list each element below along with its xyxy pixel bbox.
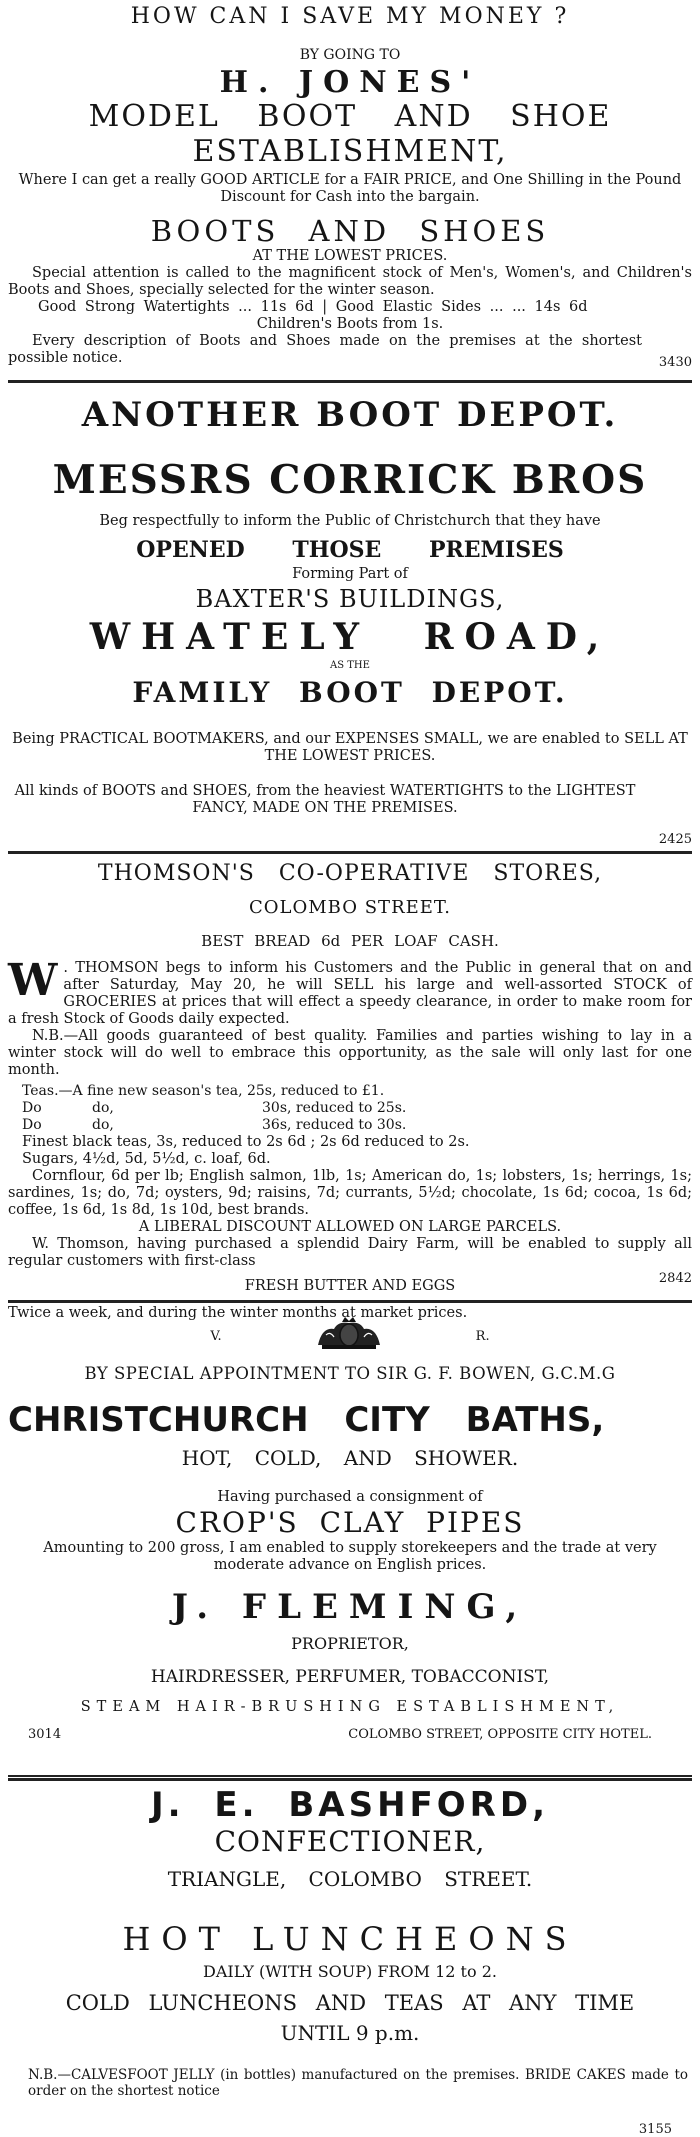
rule — [8, 1775, 692, 1777]
jones-by-going: BY GOING TO — [299, 47, 401, 63]
corrick-opened: OPENED THOSE PREMISES — [136, 537, 564, 563]
tea-row — [22, 1083, 692, 1100]
fleming-bottom-row — [8, 1724, 692, 1746]
fleming-steam: STEAM HAIR-BRUSHING ESTABLISHMENT, — [80, 1699, 620, 1715]
fleming-address: COLOMBO STREET, OPPOSITE CITY HOTEL. — [348, 1727, 652, 1742]
rule — [8, 1300, 692, 1303]
jones-children: Children's Boots from 1s. — [256, 316, 444, 332]
corrick-beg: Beg respectfully to inform the Public of Christchurch that they have — [99, 513, 601, 529]
tea-row-col-a: Do — [22, 1117, 42, 1133]
fleming-having: Having purchased a consignment of — [217, 1489, 483, 1505]
jones-name: H. JONES' — [219, 65, 481, 100]
thomson-intro — [8, 955, 692, 1028]
tea-row — [22, 1100, 692, 1117]
thomson-street: COLOMBO STREET. — [249, 897, 451, 918]
bashford-name: J. E. BASHFORD, — [150, 1785, 549, 1825]
jones-boots-shoes: BOOTS AND SHOES — [150, 214, 550, 248]
fleming-code: 3014 — [28, 1727, 62, 1742]
jones-headline: HOW CAN I SAVE MY MONEY ? — [130, 4, 570, 29]
royal-crest-icon — [312, 1317, 386, 1355]
drop-cap: W — [8, 955, 58, 1006]
jones-every: Every description of Boots and Shoes made on the premises at the shortest possible notice. — [8, 333, 642, 366]
crest-line — [8, 1317, 692, 1355]
tea-row-col-a: Do — [22, 1100, 42, 1116]
bashford-triangle: TRIANGLE, COLOMBO STREET. — [167, 1867, 533, 1891]
thomson-headline: THOMSON'S CO-OPERATIVE STORES, — [97, 861, 603, 886]
thomson-intro-text: . THOMSON begs to inform his Customers and the Public in general that on and after Saturday, May 20, he will SELL his large and well-assorted STOCK of GROCERIES at prices that will effect a speedy clearance, in order to make room for a fresh Stock of Goods daily expected. — [8, 960, 692, 1027]
jones-title-1: MODEL BOOT AND SHOE — [88, 99, 612, 134]
bashford-cold: COLD LUNCHEONS AND TEAS AT ANY TIME — [65, 1991, 635, 2015]
tea-row-text: Teas.—A fine new season's tea, 25s, reduced to £1. — [22, 1083, 385, 1099]
fleming-advert — [8, 1317, 692, 1773]
bashford-hot: HOT LUNCHEONS — [122, 1920, 578, 1958]
bashford-until: UNTIL 9 p.m. — [280, 2021, 420, 2045]
corrick-practical: Being PRACTICAL BOOTMAKERS, and our EXPENSES SMALL, we are enabled to SELL AT THE LOWEST PRICES. — [12, 731, 688, 764]
fleming-hairdresser: HAIRDRESSER, PERFUMER, TOBACCONIST, — [150, 1667, 550, 1687]
corrick-baxter: BAXTER'S BUILDINGS, — [195, 585, 505, 613]
tea-row-col-c: 36s, reduced to 30s. — [262, 1117, 407, 1133]
fleming-amounting: Amounting to 200 gross, I am enabled to supply storekeepers and the trade at very moderate advance on English prices. — [43, 1540, 657, 1573]
jones-watertights: Good Strong Watertights ... 11s 6d | Good Elastic Sides ... ... 14s 6d — [38, 299, 588, 315]
fleming-hot: HOT, COLD, AND SHOWER. — [181, 1446, 519, 1470]
corrick-forming: Forming Part of — [292, 566, 408, 582]
fleming-pipes: CROP'S CLAY PIPES — [175, 1506, 525, 1539]
corrick-family: FAMILY BOOT DEPOT. — [132, 676, 568, 709]
corrick-all-kinds: All kinds of BOOTS and SHOES, from the heaviest WATERTIGHTS to the LIGHTEST FANCY, MADE ON THE PREMISES. — [14, 783, 636, 816]
rule — [8, 1778, 692, 1781]
corrick-advert — [8, 391, 692, 849]
bashford-advert — [8, 1785, 692, 2137]
tea-row-col-c: 30s, reduced to 25s. — [262, 1100, 407, 1116]
bashford-daily: DAILY (WITH SOUP) FROM 12 to 2. — [203, 1962, 497, 1981]
jones-lowest-prices: AT THE LOWEST PRICES. — [252, 248, 448, 264]
fleming-name: J. FLEMING, — [171, 1587, 529, 1627]
rule — [8, 380, 692, 383]
thomson-sugars: Sugars, 4½d, 5d, 5½d, c. loaf, 6d. — [22, 1151, 271, 1167]
corrick-code: 2425 — [658, 832, 692, 847]
jones-advert — [8, 0, 692, 378]
fleming-baths: CHRISTCHURCH CITY BATHS, — [8, 1400, 605, 1440]
jones-title-2: ESTABLISHMENT, — [192, 134, 508, 169]
tea-row-col-b: do, — [92, 1100, 114, 1116]
tea-prices — [8, 1083, 692, 1134]
fleming-proprietor: PROPRIETOR, — [291, 1634, 409, 1653]
fleming-appointment: BY SPECIAL APPOINTMENT TO SIR G. F. BOWEN, G.C.M.G — [84, 1364, 616, 1383]
thomson-cornflour: Cornflour, 6d per lb; English salmon, 1lb, 1s; American do, 1s; lobsters, 1s; herrings, 1s; sardines, 1s; do, 7d; oysters, 9d; raisins, 7d; currants, 5½d; chocolate, 1s 6d; cocoa, 1s 6d; coffee, 1s 6d, 1s 8d, 1s 10d, best brands. — [8, 1168, 692, 1218]
thomson-butter: FRESH BUTTER AND EGGS — [244, 1278, 456, 1294]
thomson-liberal: A LIBERAL DISCOUNT ALLOWED ON LARGE PARCELS. — [138, 1219, 562, 1235]
rule — [8, 851, 692, 854]
thomson-code: 2842 — [658, 1271, 692, 1286]
crest-r: R. — [475, 1328, 490, 1344]
crest-v: V. — [210, 1328, 222, 1344]
thomson-advert — [8, 856, 692, 1321]
thomson-twice: Twice a week, and during the winter months at market prices. — [8, 1305, 468, 1321]
thomson-black: Finest black teas, 3s, reduced to 2s 6d ; 2s 6d reduced to 2s. — [22, 1134, 470, 1150]
jones-special: Special attention is called to the magnificent stock of Men's, Women's, and Children's Boots and Shoes, specially selected for the winter season. — [8, 265, 692, 298]
bashford-confectioner: CONFECTIONER, — [214, 1825, 486, 1858]
thomson-nb: N.B.—All goods guaranteed of best quality. Families and parties wishing to lay in a winter stock will do well to embrace this opportunity, as the sale will only last for one month. — [8, 1028, 692, 1078]
thomson-dairy: W. Thomson, having purchased a splendid Dairy Farm, will be enabled to supply all regular customers with first-class — [8, 1236, 692, 1269]
corrick-headline: ANOTHER BOOT DEPOT. — [81, 395, 619, 435]
corrick-as-the: AS THE — [330, 660, 370, 671]
jones-tagline: Where I can get a really GOOD ARTICLE for a FAIR PRICE, and One Shilling in the Pound Discount for Cash into the bargain. — [18, 172, 682, 205]
bashford-nb: N.B.—CALVESFOOT JELLY (in bottles) manufactured on the premises. BRIDE CAKES made to order on the shortest notice — [28, 2067, 688, 2099]
thomson-bread: BEST BREAD 6d PER LOAF CASH. — [201, 932, 499, 950]
bashford-code: 3155 — [638, 2122, 672, 2137]
tea-row-col-b: do, — [92, 1117, 114, 1133]
jones-code: 3430 — [658, 355, 692, 370]
corrick-firm: MESSRS CORRICK BROS — [52, 457, 648, 503]
tea-row — [22, 1117, 692, 1134]
corrick-whately: WHATELY ROAD, — [89, 616, 611, 658]
